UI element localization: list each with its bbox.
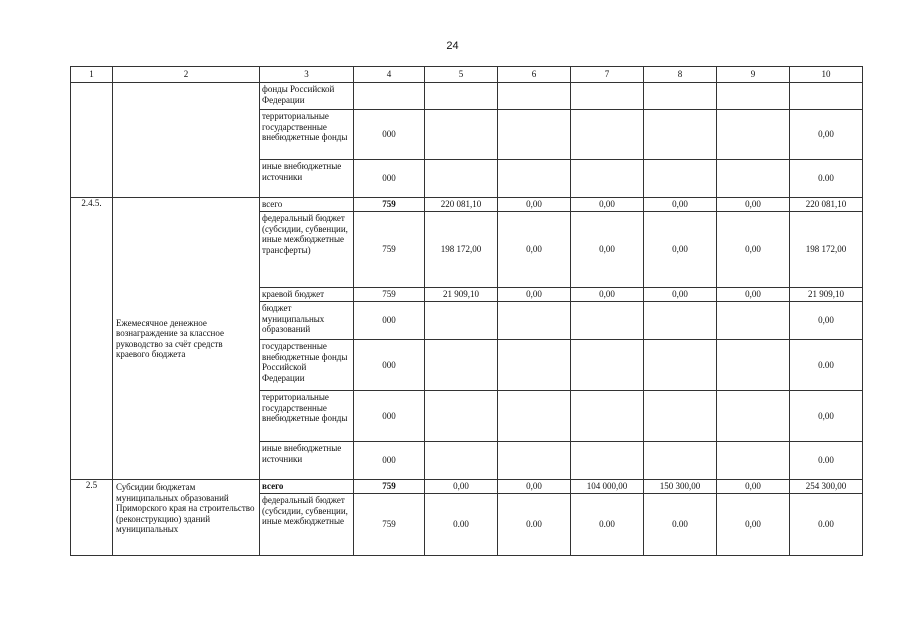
- header-cell: 2: [113, 67, 260, 83]
- value-cell: [717, 160, 790, 198]
- item-number-cell: 2.5: [71, 480, 113, 556]
- item-description-cell: [113, 83, 260, 198]
- header-cell: 5: [425, 67, 498, 83]
- header-cell: 8: [644, 67, 717, 83]
- page-number: 24: [446, 40, 459, 52]
- value-cell: [498, 302, 571, 340]
- value-cell: 0,00: [425, 480, 498, 494]
- value-cell: 0,00: [717, 494, 790, 556]
- value-cell: 0,00: [498, 288, 571, 302]
- value-cell: 0.00: [498, 494, 571, 556]
- code-cell: 000: [354, 302, 425, 340]
- source-cell: бюджет муниципальных образований: [260, 302, 354, 340]
- code-cell: 759: [354, 288, 425, 302]
- value-cell: 0.00: [571, 494, 644, 556]
- value-cell: 0,00: [790, 391, 863, 442]
- item-number-cell: 2.4.5.: [71, 198, 113, 480]
- value-cell: 0.00: [790, 442, 863, 480]
- value-cell: [425, 340, 498, 391]
- item-number-cell: [71, 83, 113, 198]
- value-cell: 0.00: [790, 340, 863, 391]
- value-cell: 0,00: [571, 198, 644, 212]
- source-cell: иные внебюджетные источники: [260, 442, 354, 480]
- code-cell: 000: [354, 110, 425, 160]
- value-cell: 0.00: [425, 494, 498, 556]
- value-cell: 21 909,10: [790, 288, 863, 302]
- code-cell: 759: [354, 198, 425, 212]
- value-cell: 0,00: [571, 212, 644, 288]
- header-row: [71, 67, 863, 83]
- source-cell: территориальные государственные внебюджетные фонды: [260, 110, 354, 160]
- value-cell: [644, 391, 717, 442]
- value-cell: [425, 110, 498, 160]
- value-cell: 220 081,10: [790, 198, 863, 212]
- code-cell: 000: [354, 442, 425, 480]
- value-cell: [644, 160, 717, 198]
- header-cell: 6: [498, 67, 571, 83]
- value-cell: 0,00: [717, 288, 790, 302]
- value-cell: [498, 160, 571, 198]
- value-cell: 104 000,00: [571, 480, 644, 494]
- value-cell: 150 300,00: [644, 480, 717, 494]
- value-cell: [425, 83, 498, 110]
- source-cell: государственные внебюджетные фонды Российской Федерации: [260, 340, 354, 391]
- value-cell: 0,00: [498, 480, 571, 494]
- value-cell: 0.00: [790, 160, 863, 198]
- code-cell: 000: [354, 340, 425, 391]
- value-cell: [498, 110, 571, 160]
- value-cell: [571, 302, 644, 340]
- value-cell: [717, 391, 790, 442]
- value-cell: 0,00: [498, 198, 571, 212]
- value-cell: [571, 340, 644, 391]
- value-cell: [498, 391, 571, 442]
- header-cell: 1: [71, 67, 113, 83]
- source-cell: иные внебюджетные источники: [260, 160, 354, 198]
- value-cell: 0.00: [790, 494, 863, 556]
- code-cell: [354, 83, 425, 110]
- value-cell: 0,00: [571, 288, 644, 302]
- source-cell: фонды Российской Федерации: [260, 83, 354, 110]
- code-cell: 759: [354, 212, 425, 288]
- item-description-cell: Ежемесячное денежное вознаграждение за классное руководство за счёт средств краевого бюджета: [113, 198, 260, 480]
- value-cell: [717, 83, 790, 110]
- value-cell: [790, 83, 863, 110]
- item-description-cell: Субсидии бюджетам муниципальных образований Приморского края на строительство (реконструкцию) зданий муниципальных: [113, 480, 260, 556]
- value-cell: [425, 160, 498, 198]
- value-cell: 0,00: [717, 198, 790, 212]
- value-cell: 254 300,00: [790, 480, 863, 494]
- value-cell: 220 081,10: [425, 198, 498, 212]
- value-cell: [644, 83, 717, 110]
- value-cell: [425, 302, 498, 340]
- value-cell: [644, 302, 717, 340]
- table-row: [71, 83, 863, 110]
- value-cell: 0,00: [717, 212, 790, 288]
- value-cell: [644, 340, 717, 391]
- table-row: [71, 480, 863, 494]
- value-cell: 0,00: [717, 480, 790, 494]
- value-cell: [717, 110, 790, 160]
- value-cell: [717, 302, 790, 340]
- value-cell: 0,00: [498, 212, 571, 288]
- header-cell: 7: [571, 67, 644, 83]
- value-cell: [644, 442, 717, 480]
- value-cell: [425, 442, 498, 480]
- value-cell: [498, 83, 571, 110]
- value-cell: 0.00: [644, 494, 717, 556]
- value-cell: [571, 83, 644, 110]
- header-cell: 9: [717, 67, 790, 83]
- table-row: [71, 198, 863, 212]
- value-cell: [498, 340, 571, 391]
- code-cell: 759: [354, 480, 425, 494]
- code-cell: 759: [354, 494, 425, 556]
- value-cell: [644, 110, 717, 160]
- value-cell: [498, 442, 571, 480]
- value-cell: 0,00: [644, 288, 717, 302]
- header-cell: 4: [354, 67, 425, 83]
- value-cell: 0,00: [644, 212, 717, 288]
- source-cell: федеральный бюджет (субсидии, субвенции, иные межбюджетные трансферты): [260, 212, 354, 288]
- source-cell: территориальные государственные внебюджетные фонды: [260, 391, 354, 442]
- value-cell: [717, 340, 790, 391]
- source-cell: краевой бюджет: [260, 288, 354, 302]
- header-cell: 3: [260, 67, 354, 83]
- value-cell: 198 172,00: [425, 212, 498, 288]
- value-cell: [571, 160, 644, 198]
- value-cell: [571, 442, 644, 480]
- value-cell: [571, 391, 644, 442]
- source-cell: всего: [260, 198, 354, 212]
- value-cell: [571, 110, 644, 160]
- value-cell: [425, 391, 498, 442]
- value-cell: 0,00: [790, 302, 863, 340]
- value-cell: 0,00: [644, 198, 717, 212]
- value-cell: 0,00: [790, 110, 863, 160]
- budget-table: [70, 66, 863, 556]
- source-cell: всего: [260, 480, 354, 494]
- header-cell: 10: [790, 67, 863, 83]
- value-cell: [717, 442, 790, 480]
- value-cell: 198 172,00: [790, 212, 863, 288]
- code-cell: 000: [354, 160, 425, 198]
- value-cell: 21 909,10: [425, 288, 498, 302]
- source-cell: федеральный бюджет (субсидии, субвенции, иные межбюджетные: [260, 494, 354, 556]
- code-cell: 000: [354, 391, 425, 442]
